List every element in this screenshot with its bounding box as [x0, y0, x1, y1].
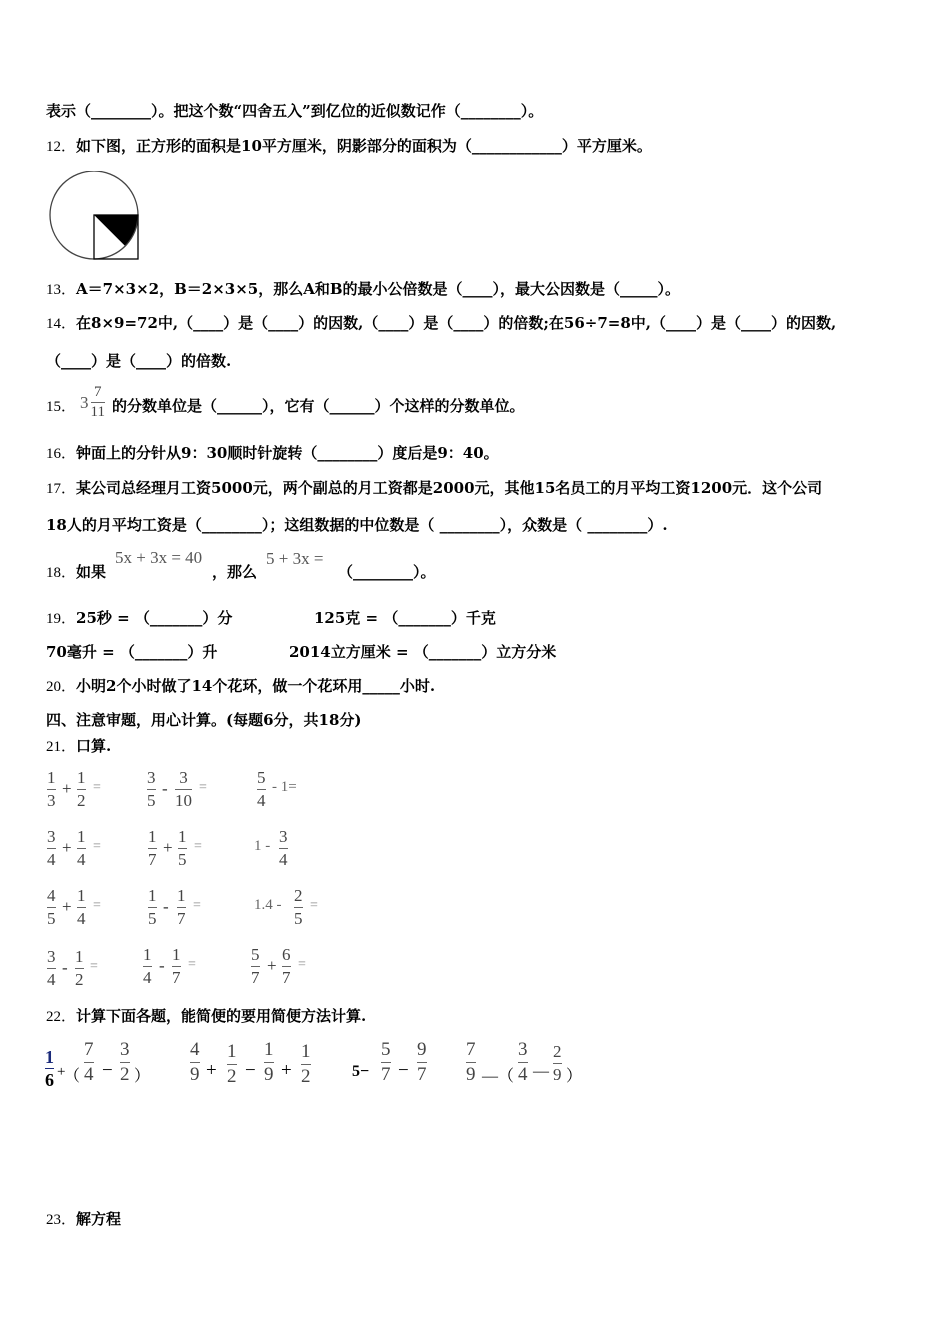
q13-number: 13．: [46, 282, 77, 298]
q19-a: 25秒 = （_______）分: [76, 609, 233, 627]
q21-r3-a-frac1: 4 5: [47, 886, 56, 928]
q17-line1: [46, 478, 822, 499]
q22-e2-frac4: 1 2: [301, 1041, 311, 1087]
q22-e4-op2: —: [533, 1063, 549, 1080]
q20-number: 20．: [46, 679, 77, 695]
q16-text: 钟面上的分针从9：30顺时针旋转（________）度后是9：40。: [76, 444, 499, 462]
q22-e3-lead: 5−: [352, 1063, 370, 1080]
q22-e4-rparen: ）: [566, 1068, 583, 1085]
q22-e2-op2: −: [245, 1060, 256, 1081]
q21-r4-c-frac2: 6 7: [282, 945, 291, 987]
q17-number: 17．: [46, 481, 77, 497]
section4-title: 四、注意审题，用心计算。(每题6分，共18分): [46, 711, 362, 729]
q21-r1-a-op: +: [62, 779, 72, 798]
q23-heading: [46, 1209, 121, 1230]
q22-e3-frac1: 5 7: [381, 1039, 391, 1085]
q21-r4-c-eq: =: [298, 957, 306, 972]
q21-r1-c-frac: 5 4: [257, 768, 266, 810]
q20-line: [46, 676, 435, 697]
q14-line1: [46, 313, 836, 334]
q15-whole: 3: [80, 392, 89, 412]
q16-number: 16．: [46, 446, 77, 462]
q19-c: 70毫升 = （_______）升: [46, 643, 218, 661]
q18-equation2: 5 + 3x =: [266, 549, 324, 568]
q21-r1-a-eq: =: [93, 780, 101, 795]
q21-r2-a-frac1: 3 4: [47, 827, 56, 869]
q21-r3-a-eq: =: [93, 898, 101, 913]
q21-number: 21．: [46, 739, 77, 755]
q21-r1-a-frac2: 1 2: [77, 768, 86, 810]
q19-line1: [46, 608, 232, 629]
q15-text: 的分数单位是（______），它有（______）个这样的分数单位。: [112, 397, 525, 415]
q22-e1-minus: −: [102, 1060, 113, 1081]
q22-e3-frac2: 9 7: [417, 1039, 427, 1085]
q22-e1-plus: +: [57, 1064, 66, 1080]
circle-square-diagram: [48, 171, 142, 261]
q22-e2-frac3: 1 9: [264, 1039, 274, 1085]
q18-line: [46, 562, 106, 583]
q21-r4-a-frac1: 3 4: [47, 947, 56, 989]
q22-e2-frac1: 4 9: [190, 1039, 200, 1085]
q22-heading: [46, 1006, 366, 1027]
q18-number: 18．: [46, 565, 77, 581]
q14-number: 14．: [46, 316, 77, 332]
q22-e1-frac0: 1 6: [45, 1047, 54, 1090]
q21-r2-b-frac2: 1 5: [178, 827, 187, 869]
q15-fraction: [91, 385, 105, 420]
q18-mid: ，那么: [212, 563, 258, 581]
q21-r3-b-op: -: [163, 897, 169, 916]
q21-r2-b-op: +: [163, 838, 173, 857]
q23-title: 解方程: [76, 1210, 122, 1228]
q19-number: 19．: [46, 611, 77, 627]
q21-r1-b-op: -: [162, 779, 168, 798]
q19-d: 2014立方厘米 = （_______）立方分米: [289, 643, 557, 661]
q22-e3-op1: −: [398, 1060, 409, 1081]
q21-r4-c-op: +: [267, 956, 277, 975]
q21-r4-b-op: -: [159, 956, 165, 975]
q18-equation1: 5x + 3x = 40: [115, 548, 203, 567]
q21-r3-a-op: +: [62, 897, 72, 916]
q21-heading: [46, 736, 111, 757]
q22-e1-frac2: 3 2: [120, 1039, 130, 1085]
q22-title: 计算下面各题，能简便的要用简便方法计算.: [76, 1007, 367, 1025]
q15-num: 15．: [46, 399, 77, 415]
q21-r1-b-eq: =: [199, 780, 207, 795]
q21-r3-a-frac2: 1 4: [77, 886, 86, 928]
q23-number: 23．: [46, 1212, 77, 1228]
q22-number: 22．: [46, 1009, 77, 1025]
q12-text: 如下图，正方形的面积是10平方厘米，阴影部分的面积为（____________）平方厘米。: [76, 137, 652, 155]
q15-number: [46, 396, 76, 417]
q12-line: [46, 136, 652, 157]
q21-r4-a-op: -: [62, 958, 68, 977]
q21-r4-b-frac2: 1 7: [172, 945, 181, 987]
q21-r3-c-head: 1.4 -: [254, 897, 282, 913]
q15-denom: 11: [90, 404, 105, 420]
q21-r2-c-head: 1 -: [254, 838, 271, 854]
q21-r3-b-frac2: 1 7: [177, 886, 186, 928]
q21-r2-b-eq: =: [194, 839, 202, 854]
q22-e4-frac3: 2 9: [553, 1042, 562, 1084]
q21-r4-b-eq: =: [188, 957, 196, 972]
q13-text: A＝7×3×2，B＝2×3×5，那么A和B的最小公倍数是（____），最大公因数是（_____）。: [76, 280, 681, 298]
q18-post: （________）。: [338, 563, 436, 581]
q16-line: [46, 443, 499, 464]
q21-r1-c-tail: - 1=: [272, 779, 297, 795]
q17-line2: 18人的月平均工资是（________）；这组数据的中位数是（ ________），众数是（ ________）.: [46, 516, 668, 534]
q22-e1-lparen: （: [64, 1068, 81, 1085]
q22-e2-op3: +: [281, 1060, 292, 1081]
q11-line: 表示（________）。把这个数“四舍五入”到亿位的近似数记作（________）。: [46, 102, 544, 120]
q22-e2-frac2: 1 2: [227, 1041, 237, 1087]
q21-r1-b-frac1: 3 5: [147, 768, 156, 810]
q17-text1: 某公司总经理月工资5000元，两个副总的月工资都是2000元，其他15名员工的月平均工资1200元．这个公司: [76, 479, 823, 497]
q15-numer: 7: [93, 384, 102, 400]
q12-number: 12．: [46, 139, 77, 155]
q21-r4-b-frac1: 1 4: [143, 945, 152, 987]
q22-e4-frac1: 7 9: [466, 1039, 476, 1085]
q22-e4-frac2: 3 4: [518, 1039, 528, 1085]
q21-r3-c-frac: 2 5: [294, 886, 303, 928]
q15-mixed-number: [80, 385, 105, 420]
q22-e1-frac1: 7 4: [84, 1039, 94, 1085]
q21-r4-c-frac1: 5 7: [251, 945, 260, 987]
q19-b: 125克 = （_______）千克: [314, 609, 496, 627]
q21-r1-a-frac1: 1 3: [47, 768, 56, 810]
q18-pre: 如果: [76, 563, 107, 581]
q13-line: [46, 279, 680, 300]
q21-r4-a-frac2: 1 2: [75, 947, 84, 989]
q21-r3-b-frac1: 1 5: [148, 886, 157, 928]
q21-r3-b-eq: =: [193, 898, 201, 913]
q22-e4-op1: —（: [482, 1068, 515, 1085]
q21-r4-a-eq: =: [90, 959, 98, 974]
q21-r2-b-frac1: 1 7: [148, 827, 157, 869]
q14-text1: 在8×9=72中,（____）是（____）的因数,（____）是（____）的倍数;在56÷7=8中,（____）是（____）的因数,: [76, 314, 837, 332]
q22-e2-op1: +: [206, 1060, 217, 1081]
q20-text: 小明2个小时做了14个花环，做一个花环用_____小时.: [76, 677, 436, 695]
q21-r2-a-eq: =: [93, 839, 101, 854]
q21-title: 口算.: [76, 737, 112, 755]
q21-r2-a-frac2: 1 4: [77, 827, 86, 869]
q21-r3-c-eq: =: [310, 898, 318, 913]
q14-line2: （____）是（____）的倍数.: [46, 352, 232, 370]
q21-r2-c-frac: 3 4: [279, 827, 288, 869]
q22-e1-rparen: ）: [134, 1068, 151, 1085]
q21-r1-b-frac2: 3 10: [175, 768, 192, 810]
q21-r2-a-op: +: [62, 838, 72, 857]
